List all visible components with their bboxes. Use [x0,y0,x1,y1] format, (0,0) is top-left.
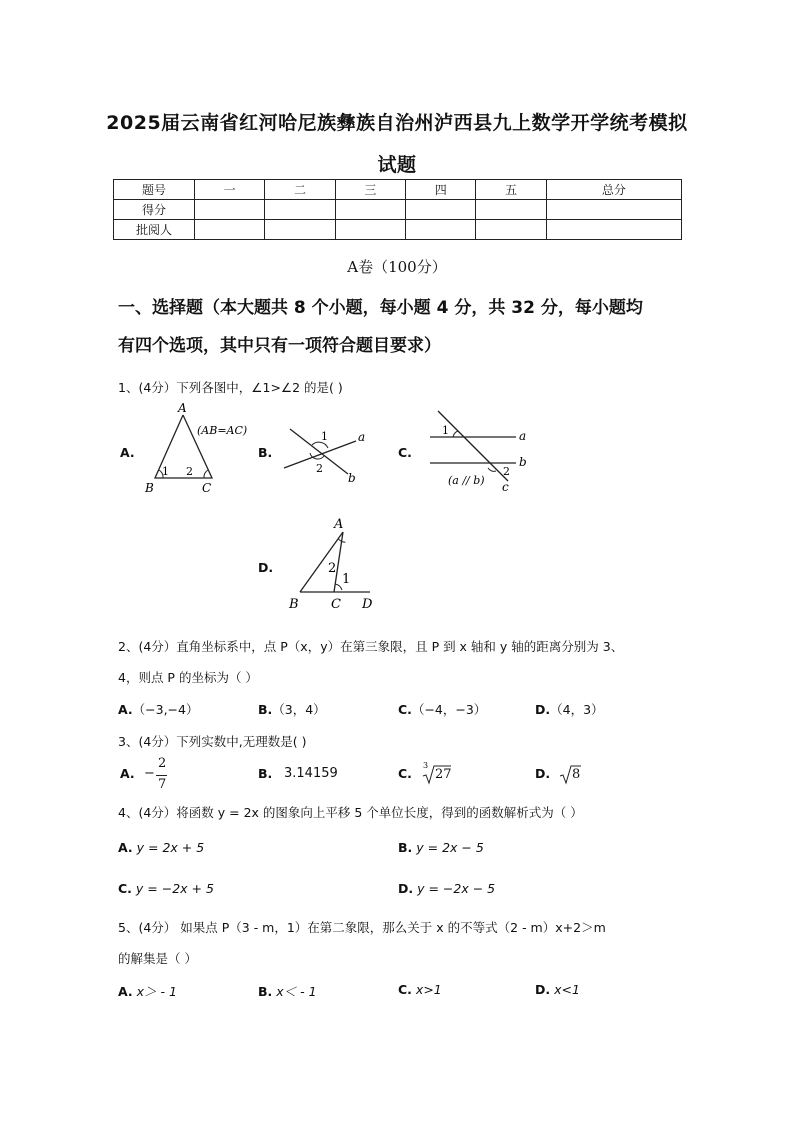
option-text: （3，4） [272,702,326,717]
score-cell[interactable] [476,200,546,220]
fraction-denominator: 7 [158,777,167,792]
score-cell[interactable] [195,220,265,240]
vertex-label-d: D [362,597,373,612]
figure-note: (a // b) [448,474,485,487]
option-label: D. [398,881,414,896]
option-text: y = 2x + 5 [136,840,205,855]
vertex-label-b: B [289,597,299,612]
angle-label-1: 1 [321,430,328,443]
option-d[interactable] [398,881,495,896]
line-label-c: c [502,480,509,494]
option-c[interactable] [398,982,442,997]
option-label: A. [118,702,133,717]
option-text: x＜ - 1 [276,984,317,999]
line-label-b: b [519,455,527,469]
option-text: x＞ - 1 [136,984,177,999]
option-label: A. [118,840,133,855]
question-2-stem: 2、(4分）直角坐标系中，点 P（x，y）在第三象限，且 P 到 x 轴和 y 轴的距离分别为 3、 [118,639,624,654]
question-1-stem: 1、(4分）下列各图中，∠1>∠2 的是( ) [118,380,343,395]
option-label: B. [258,766,273,781]
angle-label-2: 2 [316,462,323,475]
option-label: C. [398,702,412,717]
option-label: C. [118,881,132,896]
table-header-cell: 二 [265,180,335,200]
score-cell[interactable] [546,220,681,240]
score-cell[interactable] [546,200,681,220]
score-table [113,179,682,240]
vertex-label-c: C [202,481,212,495]
line-label-b: b [348,471,356,485]
option-a[interactable] [118,700,198,718]
table-row-label: 批阅人 [114,220,195,240]
option-label: D. [535,702,551,717]
question-5-stem: 5、(4分） 如果点 P（3 - m，1）在第二象限，那么关于 x 的不等式（2 - m）x+2＞m [118,920,606,935]
vertex-label-c: C [331,597,341,612]
angle-arc [204,470,208,478]
line-label-a: a [519,429,527,443]
option-label: C. [398,766,412,781]
option-label: C. [398,982,412,997]
table-header-row [114,180,682,200]
radicand: 27 [435,767,452,782]
option-a[interactable] [118,840,204,855]
question-3-stem: 3、(4分）下列实数中,无理数是( ) [118,734,307,749]
fraction-numerator: 2 [158,756,167,771]
table-header-cell: 题号 [114,180,195,200]
option-text: （−3,−4） [132,702,199,717]
score-cell[interactable] [195,200,265,220]
angle-label-1: 1 [162,465,169,478]
fraction-bar [156,775,167,776]
option-b[interactable] [258,982,317,1000]
figure-b [280,420,380,490]
table-row [114,220,682,240]
score-cell[interactable] [406,220,476,240]
table-header-cell: 总分 [546,180,681,200]
section-heading: 一、选择题（本大题共 8 个小题，每小题 4 分，共 32 分，每小题均 [118,298,643,318]
minus-sign: − [144,766,155,781]
vertex-label-a: A [334,517,344,532]
option-label-c[interactable]: C. [398,445,412,460]
score-cell[interactable] [265,220,335,240]
option-label: A. [118,984,133,999]
option-b[interactable] [398,840,484,855]
option-c[interactable] [398,700,486,718]
angle-label-2: 2 [503,465,510,478]
figure-c [420,405,540,495]
option-c[interactable] [118,881,214,896]
table-row [114,200,682,220]
figure-note: (AB=AC) [197,424,248,437]
option-text: y = −2x − 5 [417,881,496,896]
table-header-cell: 一 [195,180,265,200]
score-cell[interactable] [406,200,476,220]
score-cell[interactable] [335,200,405,220]
question-2-stem-line2: 4，则点 P 的坐标为（ ） [118,670,258,685]
option-label-d[interactable]: D. [258,560,274,575]
option-label: B. [258,984,273,999]
option-text: 3.14159 [284,766,338,781]
line-c [438,411,508,481]
score-cell[interactable] [476,220,546,240]
line-label-a: a [358,430,366,444]
option-label: D. [535,982,551,997]
option-label: A. [120,766,135,781]
angle-label-2: 2 [186,465,193,478]
table-header-cell: 三 [335,180,405,200]
option-text: x>1 [415,982,442,997]
option-label: B. [258,702,273,717]
radical-index: 3 [423,761,429,770]
score-cell[interactable] [265,200,335,220]
option-a[interactable] [118,982,177,1000]
option-text: y = 2x − 5 [416,840,484,855]
option-label-a[interactable]: A. [120,445,135,460]
option-d[interactable] [535,700,604,718]
option-text: （−4，−3） [411,702,487,717]
table-row-label: 得分 [114,200,195,220]
question-4-stem: 4、(4分）将函数 y = 2x 的图象向上平移 5 个单位长度，得到的函数解析式为（ ） [118,805,583,820]
angle-arc [335,584,342,590]
angle-arc [453,431,458,437]
question-5-stem-line2: 的解集是（ ） [118,951,197,966]
option-b[interactable] [258,700,326,718]
page-title-line2: 试题 [377,154,417,176]
angle-label-2: 2 [328,561,337,576]
angle-label-1: 1 [442,424,449,437]
option-text: y = −2x + 5 [135,881,214,896]
figure-a [140,400,255,500]
table-header-cell: 五 [476,180,546,200]
section-heading-line2: 有四个选项，其中只有一项符合题目要求） [118,336,441,356]
option-label-b[interactable]: B. [258,445,273,460]
side-ab [300,532,343,592]
radicand: 8 [572,767,581,782]
option-label: D. [535,766,551,781]
figure-d [280,510,390,615]
option-label: B. [398,840,413,855]
table-header-cell: 四 [406,180,476,200]
option-text: （4，3） [550,702,604,717]
vertex-label-b: B [145,481,154,495]
option-text: x<1 [554,982,580,997]
section-subtitle: A卷（100分） [347,258,447,276]
angle-label-1: 1 [342,572,351,587]
vertex-label-a: A [178,401,187,415]
score-cell[interactable] [335,220,405,240]
page-title: 2025届云南省红河哈尼族彝族自治州泸西县九上数学开学统考模拟 [106,112,688,134]
option-d[interactable] [535,982,580,997]
